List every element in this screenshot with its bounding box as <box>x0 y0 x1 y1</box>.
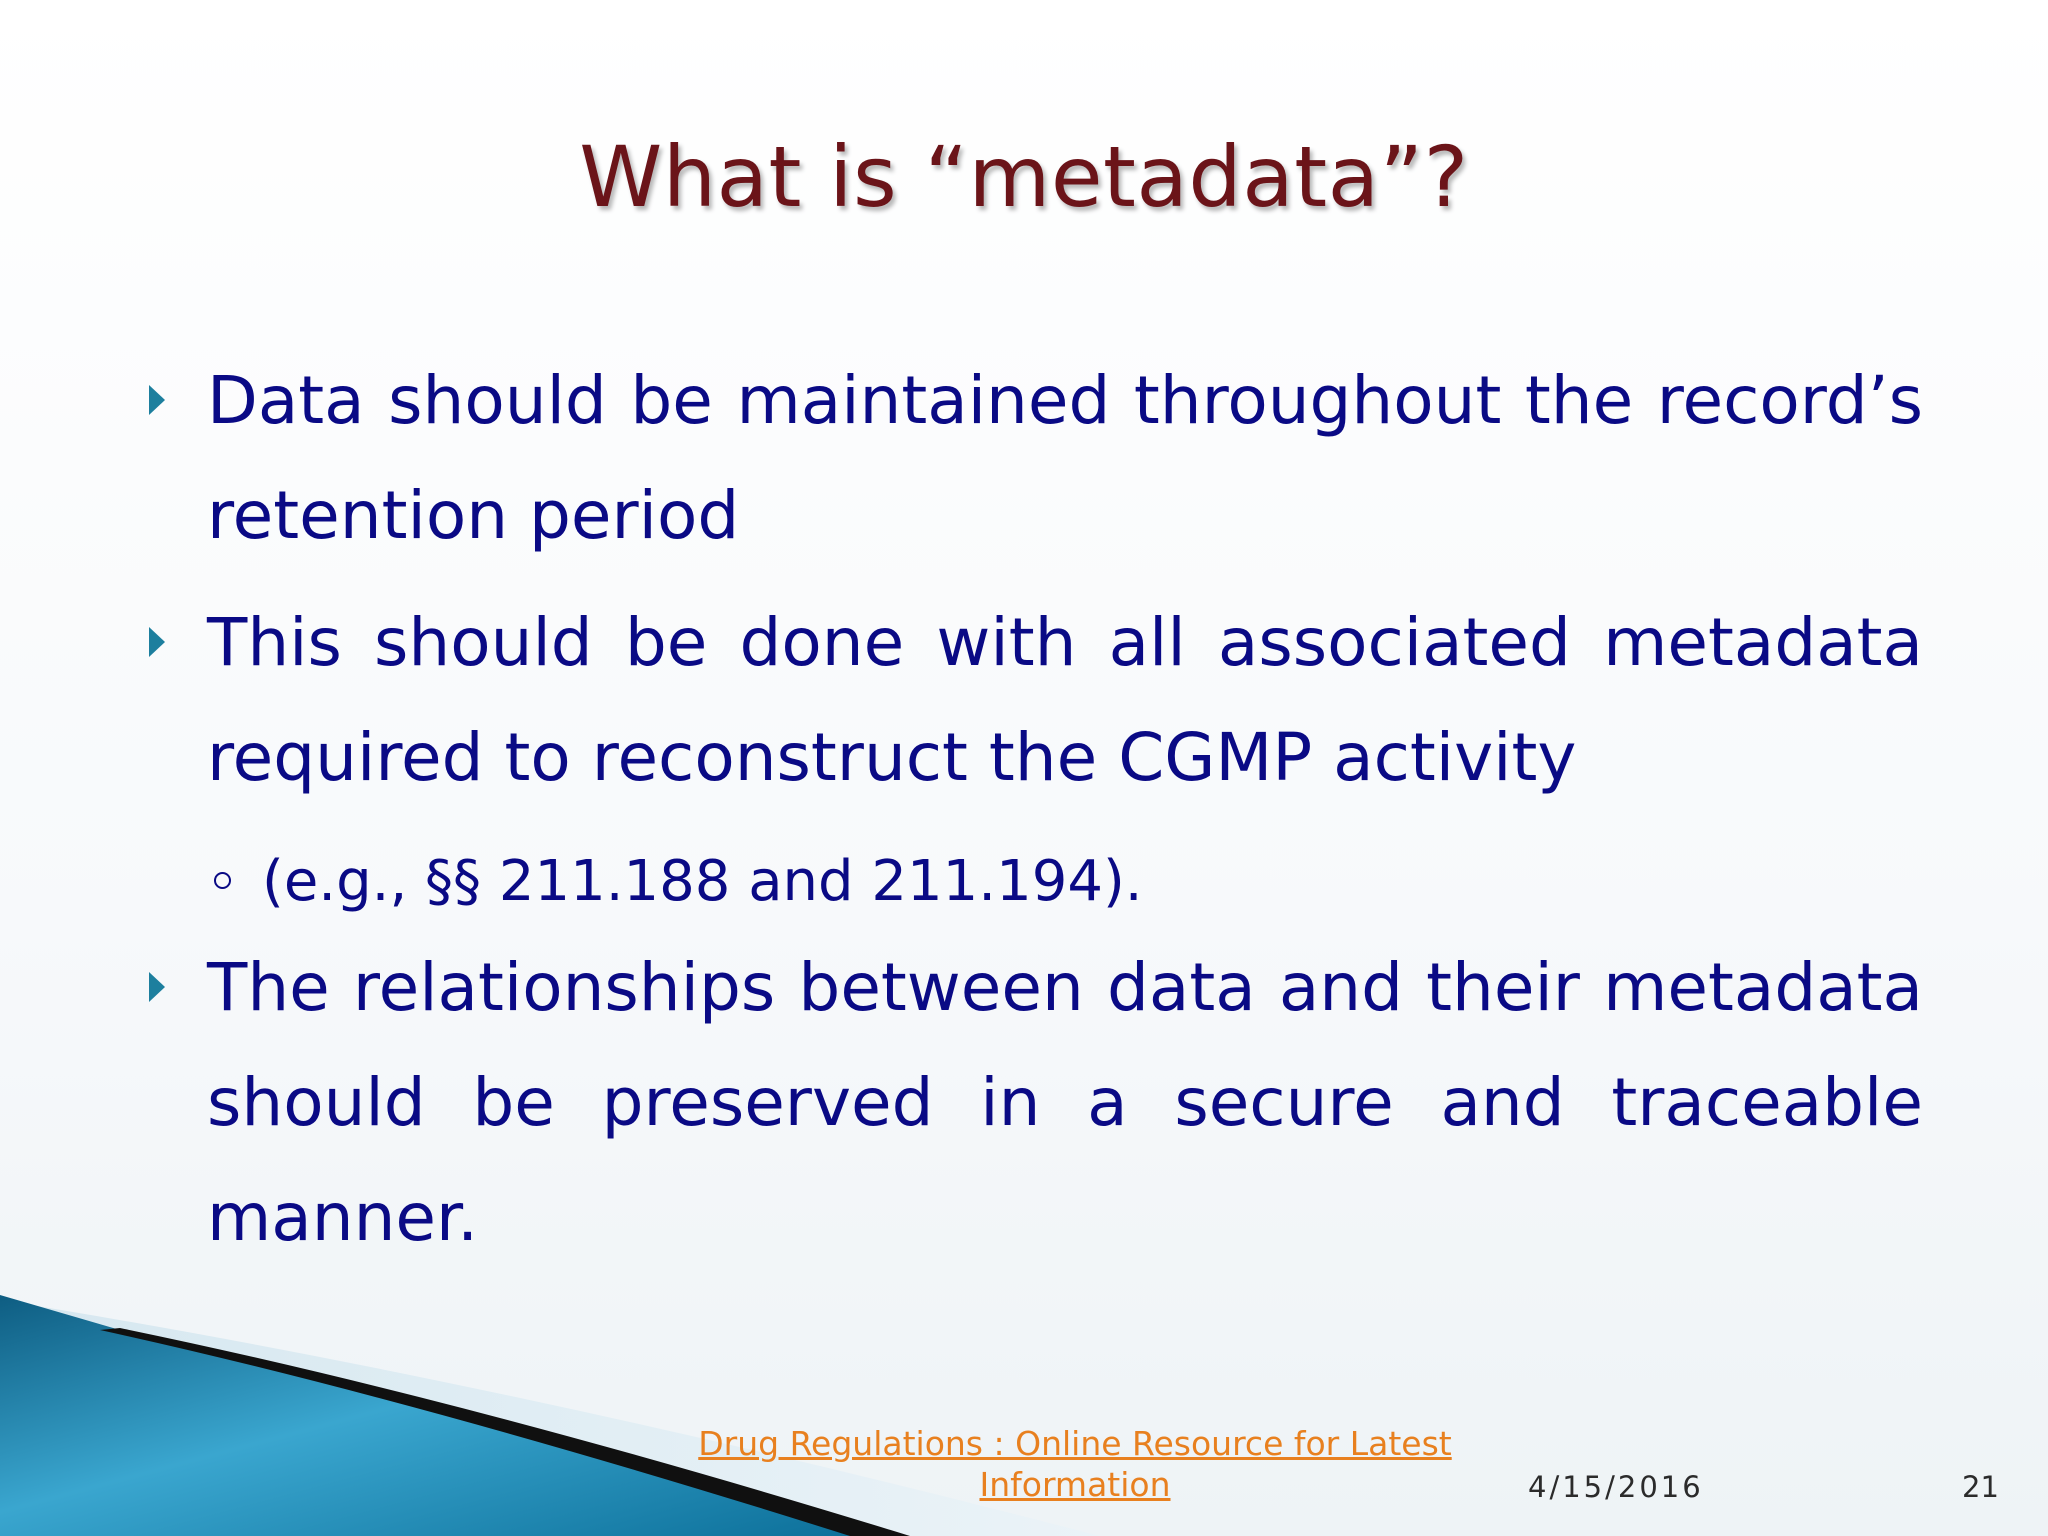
footer-date: 4/15/2016 <box>1528 1470 1704 1504</box>
bullet-text-2: This should be done with all associated metadata required to reconstruct the CGMP activity <box>207 604 1923 796</box>
footer-page-number: 21 <box>1962 1470 1999 1504</box>
triangle-right-icon <box>149 627 165 657</box>
triangle-right-icon <box>149 972 165 1002</box>
sub-bullet-text: (e.g., §§ 211.188 and 211.194). <box>262 849 1143 914</box>
triangle-right-icon <box>149 385 165 415</box>
bullet-text-3: The relationships between data and their metadata should be preserved in a secure and traceable manner. <box>207 949 1923 1256</box>
bullet-item-2 <box>207 585 1923 815</box>
sub-bullet-item <box>262 837 1143 927</box>
bullet-item-3 <box>207 930 1923 1275</box>
footer-link[interactable]: Drug Regulations : Online Resource for Latest Information <box>698 1424 1452 1504</box>
slide-title: What is “metadata”? <box>579 128 1469 226</box>
bullet-text-1: Data should be maintained throughout the record’s retention period <box>207 362 1923 554</box>
bullet-item-1 <box>207 343 1923 573</box>
hollow-circle-icon <box>214 872 231 889</box>
